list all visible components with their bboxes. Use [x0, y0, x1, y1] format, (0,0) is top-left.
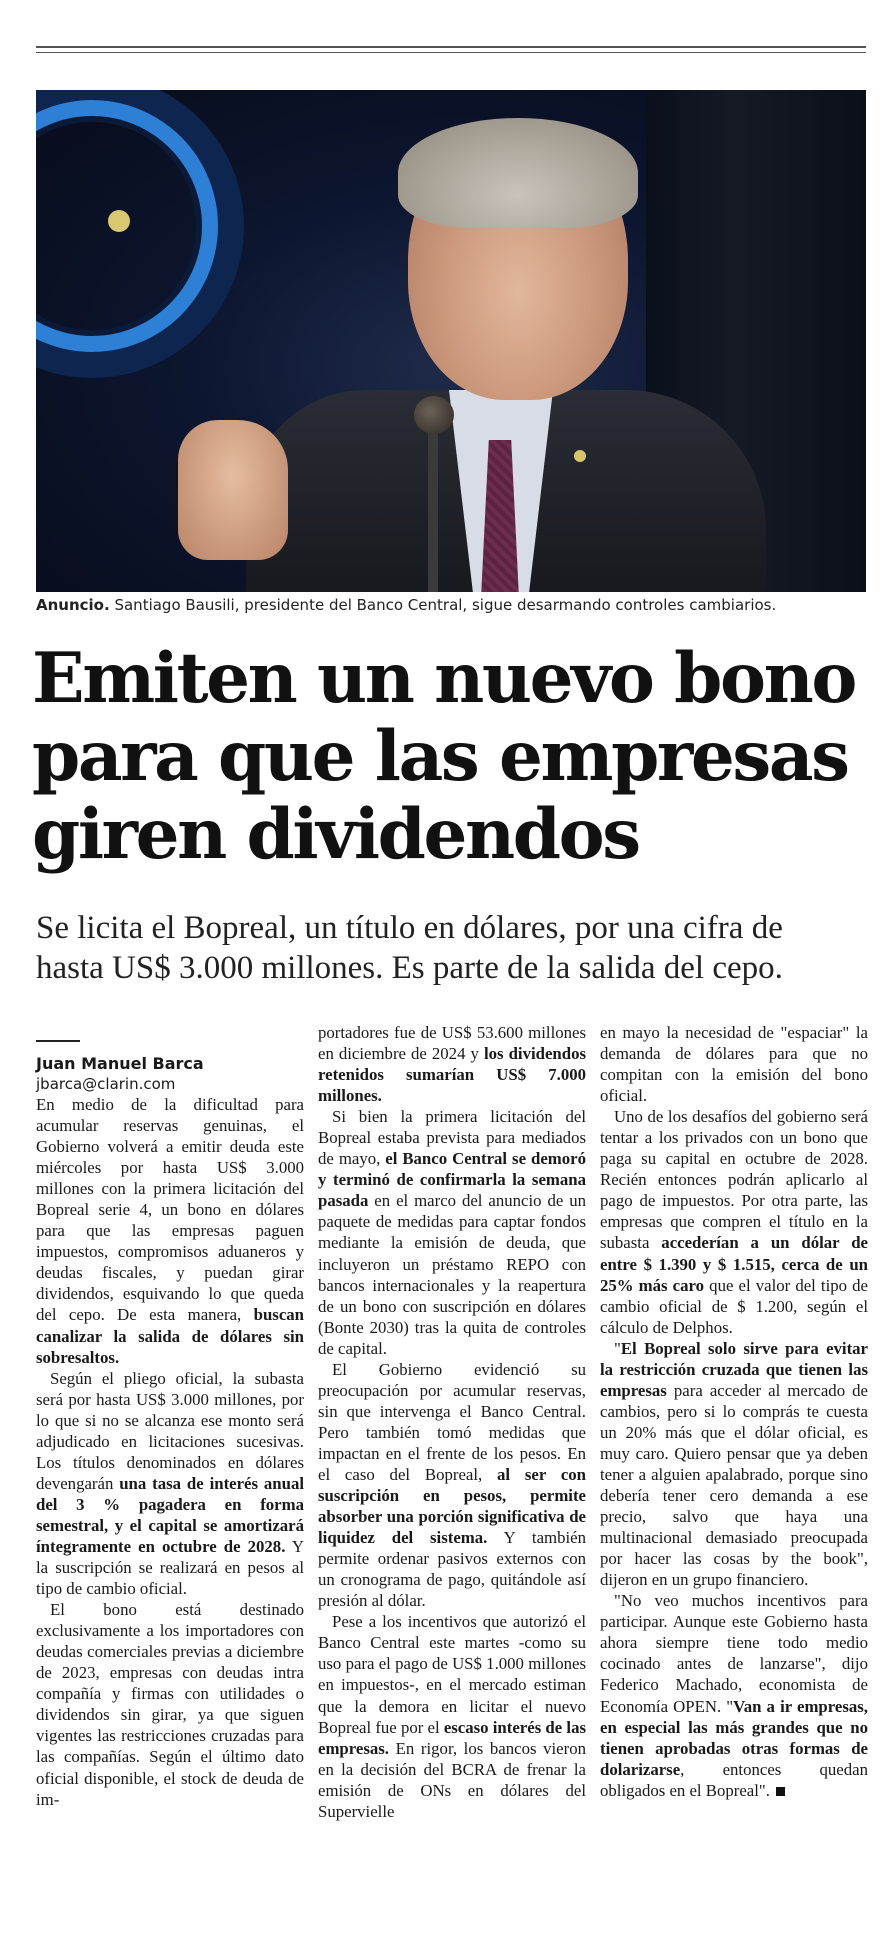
- lapel-pin: [574, 450, 586, 462]
- paragraph: Uno de los desafíos del gobierno será tentar a los privados con un bono que paga su capital en octubre de 2028. Recién entonces podrán aplicarlo al pago de impuestos. Por otra parte, las empresas que compren el título en la subasta accederían a un dólar de entre $ 1.390 y $ 1.515, cerca de un 25% más caro que el valor del tipo de cambio oficial de $ 1.200, según el cálculo de Delphos.: [600, 1107, 868, 1337]
- caption-text: Santiago Bausili, presidente del Banco Central, sigue desarmando controles cambiarios.: [114, 596, 777, 614]
- paragraph: En medio de la dificultad para acumular reservas genuinas, el Gobierno volverá a emitir deuda este miércoles por hasta US$ 3.000 millones con la primera licitación del Bopreal serie 4, un bono en dólares para que las empresas paguen impuestos, compromisos aduaneros y deudas fiscales, y puedan girar dividendos, esquivando lo que queda del cepo. De esta manera, buscan canalizar la salida de dólares sin sobresaltos.: [36, 1095, 304, 1367]
- paragraph: Según el pliego oficial, la subasta será por hasta US$ 3.000 millones, por lo que si no se alcanza ese monto será adjudicado en licitaciones sucesivas. Los títulos denominados en dólares devengarán una tasa de interés anual del 3 % pagadera en forma semestral, y el capital se amortizará íntegramente en octubre de 2028. Y la suscripción se realizará en pesos al tipo de cambio oficial.: [36, 1368, 305, 1599]
- seal-dot: [108, 210, 130, 232]
- paragraph: Si bien la primera licitación del Bopreal estaba prevista para mediados de mayo, el Banco Central se demoró y terminó de confirmarla la semana pasada en el marco del anuncio de un paquete de medidas para captar fondos mediante la emisión de deuda, que incluyeron un préstamo REPO con bancos internacionales y la reapertura de un bono con suscripción en dólares (Bonte 2030) tras la quita de controles de capital.: [318, 1107, 586, 1358]
- paragraph: portadores fue de US$ 53.600 millones en diciembre de 2024 y los dividendos retenidos sumarían US$ 7.000 millones.: [318, 1023, 586, 1106]
- article-column-1: [36, 1030, 304, 1810]
- paragraph: "El Bopreal solo sirve para evitar la restricción cruzada que tienen las empresas para acceder al mercado de cambios, pero si lo comprás te cuesta un 20% más que el dólar oficial, es muy caro. Quiero pensar que ya deben tener a alguien apalabrado, porque sino debería tener cero demanda a ese precio, salvo que haya una multinacional demasiado preocupada por hacer las cosas by the book", dijeron en un grupo financiero.: [600, 1338, 868, 1590]
- article-column-3: [600, 1022, 868, 1801]
- headline-line-1: Emiten un nuevo bono: [32, 638, 855, 719]
- paragraph: Pese a los incentivos que autorizó el Banco Central este martes -como su uso para el pago de US$ 1.000 millones en impuestos-, en el mercado estiman que la demora en licitar el nuevo Bopreal fue por el escaso interés de las empresas. En rigor, los bancos vieron en la decisión del BCRA de frenar la emisión de ONs en dólares del Supervielle: [318, 1612, 586, 1821]
- end-mark-icon: [776, 1787, 785, 1796]
- paragraph: en mayo la necesidad de "espaciar" la demanda de dólares para que no compitan con la emisión del bono oficial.: [600, 1023, 868, 1106]
- microphone-icon: [414, 396, 454, 434]
- paragraph: El bono está destinado exclusivamente a los importadores con deudas comerciales previas a diciembre de 2023, empresas con deudas intra compañía y firmas con utilidades o dividendos sin girar, ya que siguen vigentes las restricciones cruzadas para las compañías. Según el último dato oficial disponible, el stock de deuda de im-: [36, 1600, 304, 1809]
- top-rule: [36, 46, 866, 48]
- top-rule-2: [36, 52, 866, 53]
- caption-lead: Anuncio.: [36, 596, 110, 614]
- subheadline-line-2: hasta US$ 3.000 millones. Es parte de la salida del cepo.: [36, 950, 783, 986]
- photo-caption: [36, 596, 866, 614]
- headline-line-2: para que las empresas: [32, 716, 848, 797]
- article-column-2: [318, 1022, 586, 1822]
- paragraph: "No veo muchos incentivos para participar. Aunque este Gobierno hasta ahora siempre tiene todo medio cocinado antes de lanzarse", dijo Federico Machado, economista de Economía OPEN. "Van a ir empresas, en especial las más grandes que no tienen aprobadas otras formas de dolarizarse, entonces quedan obligados en el Bopreal".: [600, 1591, 868, 1800]
- microphone-stand: [428, 412, 438, 592]
- author-email[interactable]: jbarca@clarin.com: [36, 1075, 176, 1093]
- headline: [32, 640, 872, 874]
- headline-line-3: giren dividendos: [32, 794, 639, 875]
- byline-rule: [36, 1040, 80, 1042]
- hair-shape: [398, 118, 638, 228]
- portrait-photo: [36, 90, 866, 592]
- subheadline-line-1: Se licita el Bopreal, un título en dólares, por una cifra de: [36, 910, 783, 946]
- subheadline: [36, 908, 876, 988]
- hand-shape: [178, 420, 288, 560]
- paragraph: El Gobierno evidenció su preocupación por acumular reservas, sin que intervenga el Banco Central. Pero también tomó medidas que impactan en el frente de los pesos. En el caso del Bopreal, al ser con suscripción en pesos, permite absorber una porción significativa de liquidez del sistema. Y también permite ordenar pasivos externos con un cronograma de pago, quitándole así presión al dólar.: [318, 1359, 586, 1611]
- author-name: Juan Manuel Barca: [36, 1054, 204, 1073]
